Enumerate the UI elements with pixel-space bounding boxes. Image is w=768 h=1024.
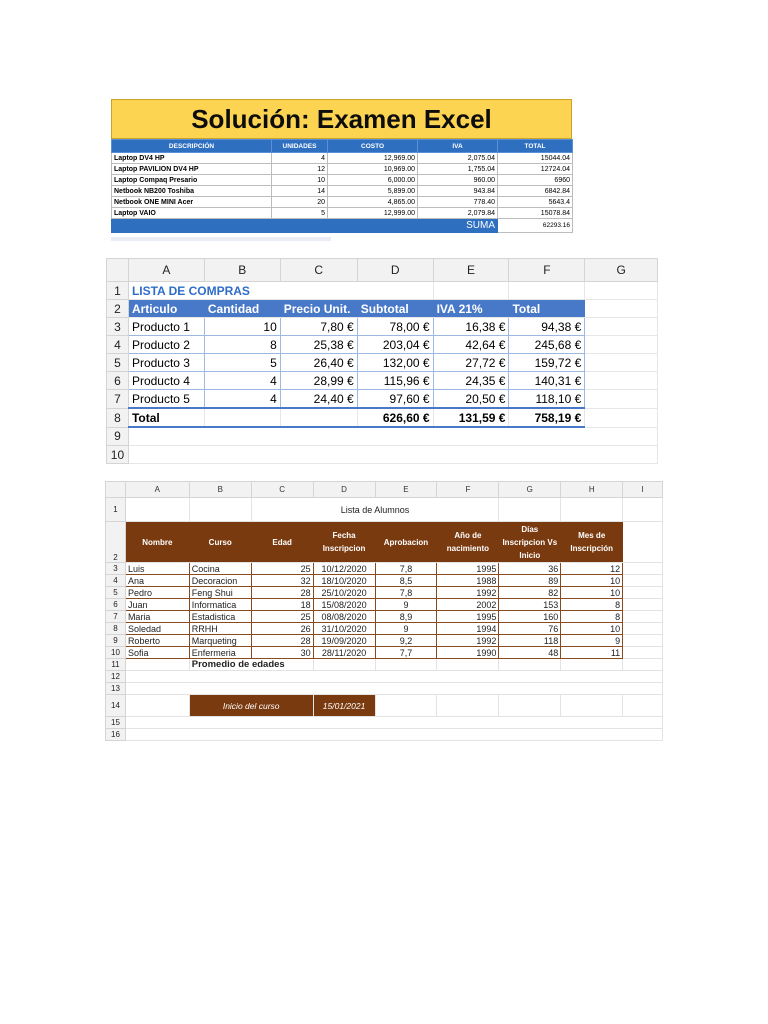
empty-cell[interactable] <box>623 575 663 587</box>
empty-cell[interactable] <box>437 695 499 717</box>
grid-row <box>106 522 663 563</box>
empty-cell[interactable] <box>623 659 663 671</box>
sheet1-table <box>111 139 573 233</box>
header-cell[interactable]: Total <box>509 300 585 318</box>
empty-cell[interactable] <box>125 498 189 522</box>
row-header[interactable]: 3 <box>107 318 129 336</box>
cell-curso[interactable]: Marqueting <box>189 635 251 647</box>
cell-fecha[interactable]: 31/10/2020 <box>313 623 375 635</box>
cell-anio[interactable]: 1994 <box>437 623 499 635</box>
inicio-curso-label[interactable]: Inicio del curso <box>189 695 313 717</box>
row-header[interactable]: 6 <box>107 372 129 390</box>
empty-cell[interactable] <box>509 282 585 300</box>
lista-alumnos-title[interactable]: Lista de Alumnos <box>251 498 499 522</box>
cell-unidades[interactable]: 14 <box>272 186 328 197</box>
cell-mes[interactable]: 8 <box>561 599 623 611</box>
empty-cell[interactable] <box>585 318 658 336</box>
empty-cell[interactable] <box>375 695 437 717</box>
cell-articulo[interactable]: Producto 2 <box>128 336 204 354</box>
cell-iva[interactable]: 27,72 € <box>433 354 509 372</box>
cell-nombre[interactable]: Luis <box>125 563 189 575</box>
table-row <box>112 186 573 197</box>
total-total[interactable]: 758,19 € <box>509 408 585 427</box>
cell-edad[interactable]: 28 <box>251 587 313 599</box>
row-header[interactable]: 4 <box>107 336 129 354</box>
cell-total[interactable]: 245,68 € <box>509 336 585 354</box>
inicio-curso-date[interactable]: 15/01/2021 <box>313 695 375 717</box>
cell-iva[interactable]: 1,755.04 <box>418 164 498 175</box>
cell-mes[interactable]: 12 <box>561 563 623 575</box>
select-all-corner[interactable] <box>106 482 126 498</box>
table-row <box>112 164 573 175</box>
sheet1-header-row <box>112 140 573 153</box>
cell-anio[interactable]: 1992 <box>437 587 499 599</box>
cell-aprobacion[interactable]: 9 <box>375 599 437 611</box>
empty-cell[interactable] <box>433 282 509 300</box>
table-row <box>106 647 663 659</box>
cell-mes[interactable]: 10 <box>561 587 623 599</box>
column-header[interactable]: A <box>125 482 189 498</box>
cell-total[interactable]: 15044.04 <box>498 153 573 164</box>
table-row <box>106 635 663 647</box>
empty-cell[interactable] <box>585 354 658 372</box>
row-header[interactable]: 10 <box>107 446 129 464</box>
cell-iva[interactable]: 42,64 € <box>433 336 509 354</box>
column-header[interactable]: H <box>561 482 623 498</box>
cell-dias[interactable]: 76 <box>499 623 561 635</box>
row-header[interactable]: 1 <box>106 498 126 522</box>
empty-cell[interactable] <box>561 695 623 717</box>
cell-fecha[interactable]: 25/10/2020 <box>313 587 375 599</box>
table-row <box>112 153 573 164</box>
header-cell[interactable]: Año de nacimiento <box>437 522 499 563</box>
cell-precio[interactable]: 24,40 € <box>280 390 357 409</box>
cell-dias[interactable]: 36 <box>499 563 561 575</box>
cell-edad[interactable]: 25 <box>251 563 313 575</box>
cell-subtotal[interactable]: 115,96 € <box>357 372 433 390</box>
cell-edad[interactable]: 26 <box>251 623 313 635</box>
cell-curso[interactable]: RRHH <box>189 623 251 635</box>
row-header[interactable]: 14 <box>106 695 126 717</box>
row-header[interactable]: 4 <box>106 575 126 587</box>
cell-mes[interactable]: 11 <box>561 647 623 659</box>
cell-aprobacion[interactable]: 8,9 <box>375 611 437 623</box>
header-cell: TOTAL <box>498 140 573 153</box>
cell-anio[interactable]: 1995 <box>437 611 499 623</box>
empty-cell[interactable] <box>623 498 663 522</box>
empty-cell[interactable] <box>623 635 663 647</box>
table-row <box>106 611 663 623</box>
cell-unidades[interactable]: 20 <box>272 197 328 208</box>
suma-value[interactable]: 62293.16 <box>498 219 573 233</box>
column-header[interactable]: E <box>433 259 509 282</box>
empty-cell[interactable] <box>585 282 658 300</box>
header-cell[interactable]: Fecha Inscripcion <box>313 522 375 563</box>
empty-cell[interactable] <box>623 611 663 623</box>
empty-cell[interactable] <box>623 647 663 659</box>
column-header[interactable]: C <box>251 482 313 498</box>
table-row <box>106 587 663 599</box>
cell-curso[interactable]: Cocina <box>189 563 251 575</box>
sheet3-grid <box>105 481 663 741</box>
header-cell[interactable]: Curso <box>189 522 251 563</box>
grid-row <box>107 282 658 300</box>
empty-cell[interactable] <box>585 390 658 409</box>
cell-mes[interactable]: 10 <box>561 575 623 587</box>
empty-row[interactable] <box>125 729 662 741</box>
suma-label: SUMA <box>418 219 498 233</box>
row-header[interactable]: 5 <box>107 354 129 372</box>
cell-dias[interactable]: 118 <box>499 635 561 647</box>
row-header[interactable]: 5 <box>106 587 126 599</box>
cell-articulo[interactable]: Producto 1 <box>128 318 204 336</box>
total-subtotal[interactable]: 626,60 € <box>357 408 433 427</box>
column-header[interactable]: G <box>585 259 658 282</box>
cell-iva[interactable]: 778.40 <box>418 197 498 208</box>
empty-cell[interactable] <box>585 408 658 427</box>
table-row <box>106 563 663 575</box>
cell-cantidad[interactable]: 4 <box>204 372 280 390</box>
cell-subtotal[interactable]: 97,60 € <box>357 390 433 409</box>
empty-row[interactable] <box>125 683 662 695</box>
cell-curso[interactable]: Estadistica <box>189 611 251 623</box>
column-header[interactable]: F <box>437 482 499 498</box>
table-row <box>107 318 658 336</box>
empty-cell[interactable] <box>280 408 357 427</box>
header-cell[interactable]: Aprobacion <box>375 522 437 563</box>
empty-cell[interactable] <box>561 659 623 671</box>
table-row <box>112 208 573 219</box>
cell-total[interactable]: 15078.84 <box>498 208 573 219</box>
cell-aprobacion[interactable]: 9 <box>375 623 437 635</box>
header-cell[interactable]: Edad <box>251 522 313 563</box>
empty-cell[interactable] <box>585 336 658 354</box>
empty-row[interactable] <box>128 446 657 464</box>
cell-precio[interactable]: 7,80 € <box>280 318 357 336</box>
cell-nombre[interactable]: Pedro <box>125 587 189 599</box>
cell-articulo[interactable]: Producto 5 <box>128 390 204 409</box>
cell-total[interactable]: 94,38 € <box>509 318 585 336</box>
cell-unidades[interactable]: 10 <box>272 175 328 186</box>
cell-fecha[interactable]: 18/10/2020 <box>313 575 375 587</box>
grid-row <box>107 427 658 446</box>
header-cell[interactable]: Articulo <box>128 300 204 318</box>
cell-total[interactable]: 5643.4 <box>498 197 573 208</box>
cell-fecha[interactable]: 28/11/2020 <box>313 647 375 659</box>
table-row <box>107 372 658 390</box>
cell-dias[interactable]: 89 <box>499 575 561 587</box>
cell-descripcion[interactable]: Laptop VAIO <box>112 208 272 219</box>
cell-precio[interactable]: 28,99 € <box>280 372 357 390</box>
sheet1-title: Solución: Examen Excel <box>111 99 572 139</box>
cell-descripcion[interactable]: Netbook ONE MINI Acer <box>112 197 272 208</box>
column-header[interactable]: A <box>128 259 204 282</box>
grid-row <box>106 498 663 522</box>
cell-dias[interactable]: 160 <box>499 611 561 623</box>
grid-row <box>106 729 663 741</box>
cell-iva[interactable]: 943.84 <box>418 186 498 197</box>
table-row <box>112 175 573 186</box>
cell-iva[interactable]: 20,50 € <box>433 390 509 409</box>
row-header[interactable]: 9 <box>106 635 126 647</box>
cell-curso[interactable]: Decoracion <box>189 575 251 587</box>
table-row <box>106 575 663 587</box>
empty-cell[interactable] <box>125 695 189 717</box>
cell-aprobacion[interactable]: 7,8 <box>375 587 437 599</box>
column-header-row <box>107 259 658 282</box>
cell-anio[interactable]: 1995 <box>437 563 499 575</box>
row-header[interactable]: 7 <box>107 390 129 409</box>
empty-row[interactable] <box>125 717 662 729</box>
empty-cell[interactable] <box>623 522 663 563</box>
row-header[interactable]: 7 <box>106 611 126 623</box>
cell-subtotal[interactable]: 78,00 € <box>357 318 433 336</box>
row-header[interactable]: 2 <box>107 300 129 318</box>
empty-cell[interactable] <box>499 498 561 522</box>
table-row <box>112 197 573 208</box>
suma-row <box>112 219 573 233</box>
cell-mes[interactable]: 10 <box>561 623 623 635</box>
cell-subtotal[interactable]: 203,04 € <box>357 336 433 354</box>
cell-edad[interactable]: 32 <box>251 575 313 587</box>
cell-anio[interactable]: 1988 <box>437 575 499 587</box>
empty-cell[interactable] <box>585 372 658 390</box>
total-row <box>107 408 658 427</box>
empty-cell[interactable] <box>499 695 561 717</box>
cell-total[interactable]: 6842.84 <box>498 186 573 197</box>
lista-alumnos-sheet <box>105 481 663 765</box>
cell-total[interactable]: 6960 <box>498 175 573 186</box>
grid-row <box>106 695 663 717</box>
empty-cell <box>272 219 328 233</box>
total-iva[interactable]: 131,59 € <box>433 408 509 427</box>
row-header[interactable]: 10 <box>106 647 126 659</box>
cell-iva[interactable]: 2,075.04 <box>418 153 498 164</box>
row-header[interactable]: 8 <box>106 623 126 635</box>
header-cell[interactable]: Precio Unit. <box>280 300 357 318</box>
empty-cell[interactable] <box>623 587 663 599</box>
cell-costo[interactable]: 4,865.00 <box>328 197 418 208</box>
header-cell[interactable]: Nombre <box>125 522 189 563</box>
grid-row <box>106 683 663 695</box>
promedio-edades-label[interactable]: Promedio de edades <box>189 659 313 671</box>
cell-dias[interactable]: 153 <box>499 599 561 611</box>
cell-cantidad[interactable]: 10 <box>204 318 280 336</box>
empty-cell[interactable] <box>313 659 375 671</box>
cell-nombre[interactable]: Juan <box>125 599 189 611</box>
cell-articulo[interactable]: Producto 4 <box>128 372 204 390</box>
empty-cell[interactable] <box>499 659 561 671</box>
cell-fecha[interactable]: 19/09/2020 <box>313 635 375 647</box>
grid-row <box>107 300 658 318</box>
column-header[interactable]: G <box>499 482 561 498</box>
cell-cantidad[interactable]: 5 <box>204 354 280 372</box>
empty-cell[interactable] <box>623 695 663 717</box>
cell-precio[interactable]: 25,38 € <box>280 336 357 354</box>
cell-iva[interactable]: 960.00 <box>418 175 498 186</box>
empty-cell[interactable] <box>585 300 658 318</box>
cell-nombre[interactable]: Maria <box>125 611 189 623</box>
cell-curso[interactable]: Enfermeria <box>189 647 251 659</box>
cell-iva[interactable]: 16,38 € <box>433 318 509 336</box>
cell-nombre[interactable]: Sofia <box>125 647 189 659</box>
cell-cantidad[interactable]: 8 <box>204 336 280 354</box>
cell-unidades[interactable]: 5 <box>272 208 328 219</box>
cell-descripcion[interactable]: Netbook NB200 Toshiba <box>112 186 272 197</box>
empty-row[interactable] <box>125 671 662 683</box>
table-row <box>107 354 658 372</box>
cell-fecha[interactable]: 10/12/2020 <box>313 563 375 575</box>
cell-edad[interactable]: 30 <box>251 647 313 659</box>
empty-cell[interactable] <box>561 498 623 522</box>
cell-aprobacion[interactable]: 8,5 <box>375 575 437 587</box>
cell-aprobacion[interactable]: 7,8 <box>375 563 437 575</box>
column-header[interactable]: D <box>357 259 433 282</box>
cell-mes[interactable]: 8 <box>561 611 623 623</box>
cell-descripcion[interactable]: Laptop Compaq Presario <box>112 175 272 186</box>
table-row <box>106 599 663 611</box>
grid-row <box>106 659 663 671</box>
empty-cell[interactable] <box>204 408 280 427</box>
header-cell: DESCRIPCIÓN <box>112 140 272 153</box>
cell-edad[interactable]: 25 <box>251 611 313 623</box>
cell-total[interactable]: 12724.04 <box>498 164 573 175</box>
cell-aprobacion[interactable]: 9,2 <box>375 635 437 647</box>
cell-mes[interactable]: 9 <box>561 635 623 647</box>
header-cell[interactable]: Días Inscripcion Vs Inicio <box>499 522 561 563</box>
table-row <box>107 390 658 409</box>
cell-iva[interactable]: 2,079.84 <box>418 208 498 219</box>
cell-total[interactable]: 159,72 € <box>509 354 585 372</box>
empty-cell[interactable] <box>189 498 251 522</box>
cell-fecha[interactable]: 15/08/2020 <box>313 599 375 611</box>
column-header[interactable]: B <box>189 482 251 498</box>
empty-cell <box>328 219 418 233</box>
empty-cell[interactable] <box>623 563 663 575</box>
grid-row <box>106 671 663 683</box>
cell-total[interactable]: 118,10 € <box>509 390 585 409</box>
cell-nombre[interactable]: Soledad <box>125 623 189 635</box>
cell-iva[interactable]: 24,35 € <box>433 372 509 390</box>
cell-dias[interactable]: 48 <box>499 647 561 659</box>
cell-anio[interactable]: 2002 <box>437 599 499 611</box>
lista-compras-title[interactable]: LISTA DE COMPRAS <box>128 282 433 300</box>
column-header[interactable]: F <box>509 259 585 282</box>
row-header[interactable]: 16 <box>106 729 126 741</box>
cell-descripcion[interactable]: Laptop DV4 HP <box>112 153 272 164</box>
row-header[interactable]: 6 <box>106 599 126 611</box>
column-header[interactable]: E <box>375 482 437 498</box>
cell-cantidad[interactable]: 4 <box>204 390 280 409</box>
cell-costo[interactable]: 12,969.00 <box>328 153 418 164</box>
cell-curso[interactable]: Informatica <box>189 599 251 611</box>
header-cell[interactable]: Mes de Inscripción <box>561 522 623 563</box>
column-header[interactable]: B <box>204 259 280 282</box>
column-header[interactable]: I <box>623 482 663 498</box>
cell-aprobacion[interactable]: 7,7 <box>375 647 437 659</box>
header-cell: UNIDADES <box>272 140 328 153</box>
cell-anio[interactable]: 1992 <box>437 635 499 647</box>
cell-total[interactable]: 140,31 € <box>509 372 585 390</box>
cell-costo[interactable]: 5,899.00 <box>328 186 418 197</box>
row-header[interactable]: 1 <box>107 282 129 300</box>
cell-anio[interactable]: 1990 <box>437 647 499 659</box>
lista-compras-sheet <box>106 258 658 468</box>
grid-row <box>106 717 663 729</box>
empty-cell[interactable] <box>623 599 663 611</box>
empty-cell <box>112 219 272 233</box>
empty-cell[interactable] <box>375 659 437 671</box>
row-header[interactable]: 3 <box>106 563 126 575</box>
cropped-edge <box>111 237 331 241</box>
row-header[interactable]: 13 <box>106 683 126 695</box>
header-cell: IVA <box>418 140 498 153</box>
cell-edad[interactable]: 28 <box>251 635 313 647</box>
cell-fecha[interactable]: 08/08/2020 <box>313 611 375 623</box>
cell-unidades[interactable]: 12 <box>272 164 328 175</box>
cell-costo[interactable]: 6,000.00 <box>328 175 418 186</box>
cell-costo[interactable]: 10,969.00 <box>328 164 418 175</box>
cell-nombre[interactable]: Ana <box>125 575 189 587</box>
empty-row[interactable] <box>128 427 657 446</box>
empty-cell[interactable] <box>437 659 499 671</box>
column-header-row <box>106 482 663 498</box>
empty-cell[interactable] <box>623 623 663 635</box>
cell-dias[interactable]: 82 <box>499 587 561 599</box>
cell-curso[interactable]: Feng Shui <box>189 587 251 599</box>
table-row <box>106 623 663 635</box>
sheet2-grid <box>106 258 658 464</box>
cell-nombre[interactable]: Roberto <box>125 635 189 647</box>
row-header[interactable]: 2 <box>106 522 126 563</box>
cell-articulo[interactable]: Producto 3 <box>128 354 204 372</box>
grid-row <box>107 446 658 464</box>
cell-costo[interactable]: 12,999.00 <box>328 208 418 219</box>
header-cell: COSTO <box>328 140 418 153</box>
select-all-corner[interactable] <box>107 259 129 282</box>
solucion-examen-sheet <box>111 99 572 241</box>
cell-precio[interactable]: 26,40 € <box>280 354 357 372</box>
row-header[interactable]: 8 <box>107 408 129 427</box>
total-label[interactable]: Total <box>128 408 204 427</box>
cell-edad[interactable]: 18 <box>251 599 313 611</box>
cell-descripcion[interactable]: Laptop PAVILION DV4 HP <box>112 164 272 175</box>
table-row <box>107 336 658 354</box>
row-header[interactable]: 11 <box>106 659 126 671</box>
empty-cell[interactable] <box>125 659 189 671</box>
row-header[interactable]: 9 <box>107 427 129 446</box>
header-cell[interactable]: Subtotal <box>357 300 433 318</box>
header-cell[interactable]: IVA 21% <box>433 300 509 318</box>
cell-subtotal[interactable]: 132,00 € <box>357 354 433 372</box>
row-header[interactable]: 12 <box>106 671 126 683</box>
column-header[interactable]: C <box>280 259 357 282</box>
row-header[interactable]: 15 <box>106 717 126 729</box>
column-header[interactable]: D <box>313 482 375 498</box>
cell-unidades[interactable]: 4 <box>272 153 328 164</box>
header-cell[interactable]: Cantidad <box>204 300 280 318</box>
